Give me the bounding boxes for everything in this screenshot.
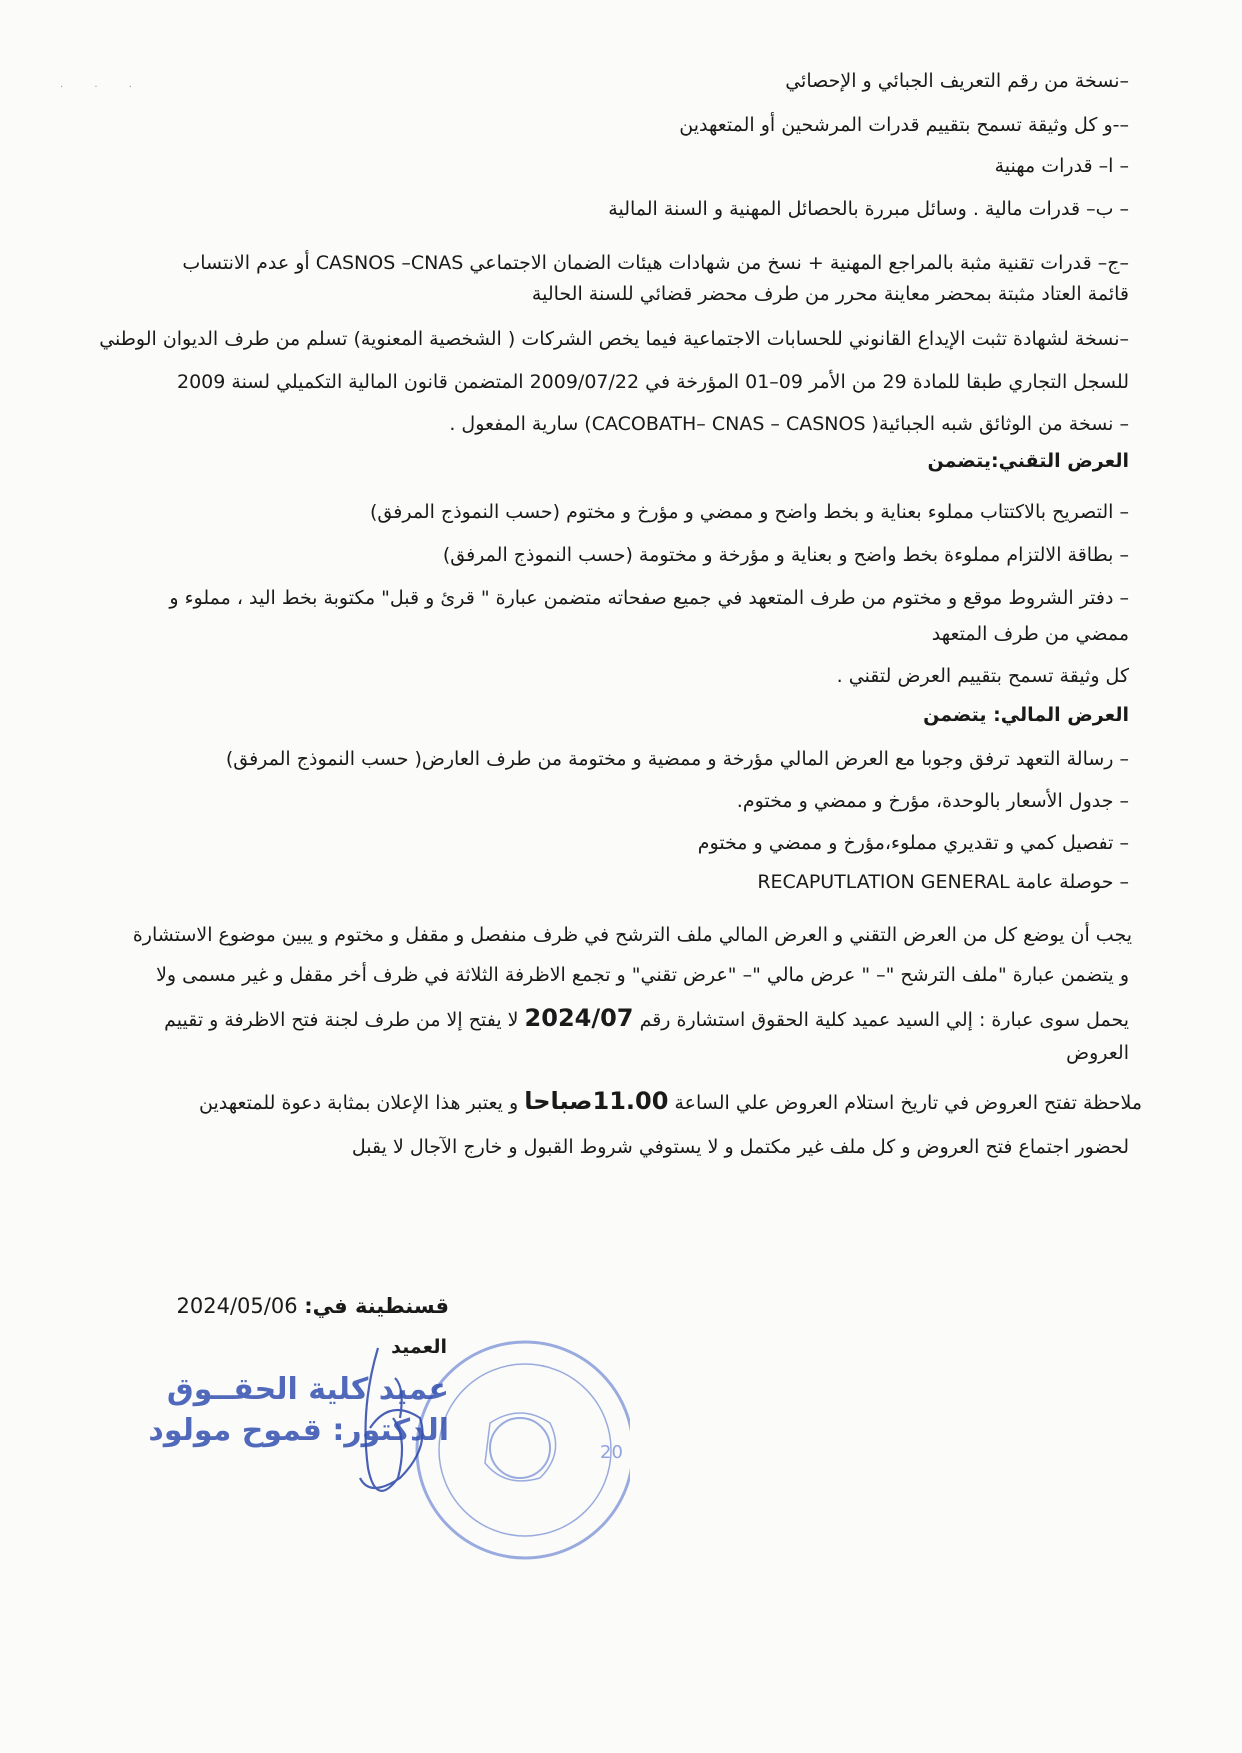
req-line-3: – ا– قدرات مهنية (994, 155, 1129, 177)
signature-date: 2024/05/06 (176, 1294, 298, 1318)
stamp-line-2: الدكتور: قموح مولود (148, 1413, 449, 1448)
financial-item-1: – رسالة التعهد ترفق وجوبا مع العرض المالي مؤرخة و ممضية و مختومة من طرف العارض( حسب النموذج المرفق) (225, 748, 1129, 770)
note-line-1-pre: ملاحظة تفتح العروض في تاريخ استلام العروض علي الساعة (674, 1092, 1142, 1114)
req-line-2: –-و كل وثيقة تسمح بتقييم قدرات المرشحين أو المتعهدين (679, 114, 1129, 136)
envelope-line-3 (164, 1005, 1129, 1033)
req-line-8: للسجل التجاري طبقا للمادة 29 من الأمر 09–01 المؤرخة في 2009/07/22 المتضمن قانون المالية التكميلي لسنة 2009 (176, 371, 1129, 393)
stamp-number: 20 (600, 1442, 623, 1463)
financial-item-4: – حوصلة عامة RECAPUTLATION GENERAL (757, 871, 1129, 893)
financial-offer-heading: العرض المالي: يتضمن (923, 704, 1129, 726)
note-line-2: لحضور اجتماع فتح العروض و كل ملف غير مكتمل و لا يستوفي شروط القبول و خارج الآجال لا يقبل (351, 1136, 1129, 1158)
place-date (177, 1294, 449, 1318)
technical-item-4: كل وثيقة تسمح بتقييم العرض لتقني . (836, 665, 1129, 687)
stamp-line-1: عميد كلية الحقــوق (166, 1372, 449, 1407)
req-line-6: قائمة العتاد مثبتة بمحضر معاينة محرر من طرف محضر قضائي للسنة الحالية (531, 283, 1129, 305)
technical-item-2: – بطاقة الالتزام مملوءة بخط واضح و بعناية و مؤرخة و مختومة (حسب النموذج المرفق) (442, 544, 1129, 566)
place-label: قسنطينة في: (304, 1294, 449, 1318)
req-line-4: – ب– قدرات مالية . وسائل مبررة بالحصائل المهنية و السنة المالية (608, 198, 1129, 220)
envelope-line-3-pre: يحمل سوى عبارة : إلي السيد عميد كلية الحقوق استشارة رقم (639, 1009, 1129, 1031)
note-line-1 (199, 1088, 1142, 1116)
envelope-line-4: العروض (1066, 1042, 1129, 1064)
official-stamp-icon (220, 1328, 630, 1568)
req-line-9: – نسخة من الوثائق شبه الجبائية( CACOBATH– CNAS – CASNOS) سارية المفعول . (449, 413, 1129, 435)
req-line-7: –نسخة لشهادة تثبت الإيداع القانوني للحسابات الاجتماعية فيما يخص الشركات ( الشخصية المعنوية) تسلم من طرف الديوان الوطني (99, 328, 1129, 350)
scan-specks: · · · (60, 82, 146, 93)
opening-time: 11.00صباحا (524, 1087, 669, 1115)
consultation-number: 2024/07 (524, 1004, 634, 1032)
technical-offer-heading: العرض التقني:يتضمن (927, 450, 1129, 472)
envelope-line-1: يجب أن يوضع كل من العرض التقني و العرض المالي ملف الترشح في ظرف منفصل و مقفل و مختوم و يبين موضوع الاستشارة (132, 924, 1132, 946)
envelope-line-3-post: لا يفتح إلا من طرف لجنة فتح الاظرفة و تقييم (164, 1009, 519, 1031)
technical-item-1: – التصريح بالاكتتاب مملوء بعناية و بخط واضح و ممضي و مؤرخ و مختوم (حسب النموذج المرفق) (370, 501, 1129, 523)
req-line-5: –ج– قدرات تقنية مثبة بالمراجع المهنية + نسخ من شهادات هيئات الضمان الاجتماعي CASNOS –CNAS أو عدم الانتساب (182, 252, 1129, 274)
req-line-1: –نسخة من رقم التعريف الجبائي و الإحصائي (785, 70, 1129, 92)
technical-item-3-cont: ممضي من طرف المتعهد (931, 623, 1129, 645)
envelope-line-2: و يتضمن عبارة "ملف الترشح "– " عرض مالي "– "عرض تقني" و تجمع الاظرفة الثلاثة في ظرف أخر مقفل و غير مسمى ولا (156, 964, 1129, 986)
technical-item-3: – دفتر الشروط موقع و مختوم من طرف المتعهد في جميع صفحاته متضمن عبارة " قرئ و قبل" مكتوبة بخط اليد ، مملوء و (169, 587, 1129, 609)
financial-item-3: – تفصيل كمي و تقديري مملوء،مؤرخ و ممضي و مختوم (697, 832, 1129, 854)
note-line-1-post: و يعتبر هذا الإعلان بمثابة دعوة للمتعهدين (199, 1092, 519, 1114)
dean-title: العميد (391, 1336, 447, 1358)
financial-item-2: – جدول الأسعار بالوحدة، مؤرخ و ممضي و مختوم. (736, 790, 1129, 812)
